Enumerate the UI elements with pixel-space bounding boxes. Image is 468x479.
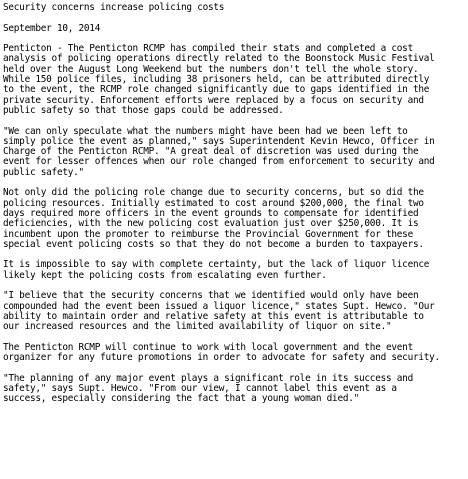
paragraph-line: special event policing costs so that they do not become a burden to taxpayers.	[3, 238, 424, 250]
paragraph-line: "The planning of any major event plays a significant role in its success and	[3, 372, 413, 384]
paragraph-line: The Penticton RCMP will continue to work with local government and the event	[3, 341, 413, 353]
paragraph	[3, 291, 465, 332]
paragraph-line: incumbent upon the promoter to reimburse the Provincial Government for these	[3, 228, 413, 240]
paragraph-line: to the event, the RCMP role changed significantly due to gaps identified in the	[3, 84, 430, 96]
paragraph	[3, 44, 465, 116]
paragraph-line: success, especially considering the fact that a young woman died."	[3, 393, 360, 405]
paragraph-line: held over the August Long Weekend but the numbers don't tell the whole story.	[3, 63, 419, 75]
paragraph-line: organizer for any future promotions in order to advocate for safety and security.	[3, 352, 440, 364]
paragraph-line: policing resources. Initially estimated to cost around $200,000, the final two	[3, 197, 424, 209]
paragraph	[3, 260, 465, 281]
paragraph-line: event for lesser offences when our role changed from enforcement to security and	[3, 156, 435, 168]
paragraph-line: likely kept the policing costs from escalating even further.	[3, 269, 327, 281]
paragraph	[3, 127, 465, 178]
document-body	[3, 44, 465, 404]
paragraph-line: private security. Enforcement efforts were replaced by a focus on security and	[3, 94, 424, 106]
paragraph-line: analysis of policing operations directly related to the Boonstock Music Festival	[3, 53, 435, 65]
paragraph-line: It is impossible to say with complete certainty, but the lack of liquor licence	[3, 259, 430, 271]
paragraph-line: simply police the event as planned," says Superintendent Kevin Hewco, Officer in	[3, 135, 435, 147]
paragraph-line: While 150 police files, including 38 prisoners held, can be attributed directly	[3, 74, 430, 86]
document-title: Security concerns increase policing costs	[3, 2, 225, 13]
paragraph-line: Not only did the policing role change due to security concerns, but so did the	[3, 187, 424, 199]
paragraph-line: days required more officers in the event grounds to compensate for identified	[3, 207, 419, 219]
paragraph-line: safety," says Supt. Hewco. "From our view, I cannot label this event as a	[3, 382, 397, 394]
paragraph-line: "We can only speculate what the numbers might have been had we been left to	[3, 125, 408, 137]
paragraph-line: public safety so that those gaps could be addressed.	[3, 104, 284, 116]
paragraph-line: Penticton - The Penticton RCMP has compiled their stats and completed a cost	[3, 43, 413, 55]
paragraph	[3, 374, 465, 405]
paragraph	[3, 188, 465, 250]
paragraph-line: "I believe that the security concerns that we identified would only have been	[3, 290, 419, 302]
paragraph	[3, 343, 465, 364]
paragraph-line: deficiencies, with the new policing cost evaluation just over $250,000. It is	[3, 218, 419, 230]
paragraph-line: Charge of the Penticton RCMP. "A great deal of discretion was used during the	[3, 146, 419, 158]
document	[3, 3, 465, 415]
paragraph-line: compounded had the event been issued a liquor licence," states Supt. Hewco. "Our	[3, 300, 435, 312]
paragraph-line: public safety."	[3, 166, 84, 178]
paragraph-line: ability to maintain order and relative safety at this event is attributable to	[3, 310, 424, 322]
document-date: September 10, 2014	[3, 22, 101, 34]
paragraph-line: our increased resources and the limited availability of liquor on site."	[3, 321, 392, 333]
